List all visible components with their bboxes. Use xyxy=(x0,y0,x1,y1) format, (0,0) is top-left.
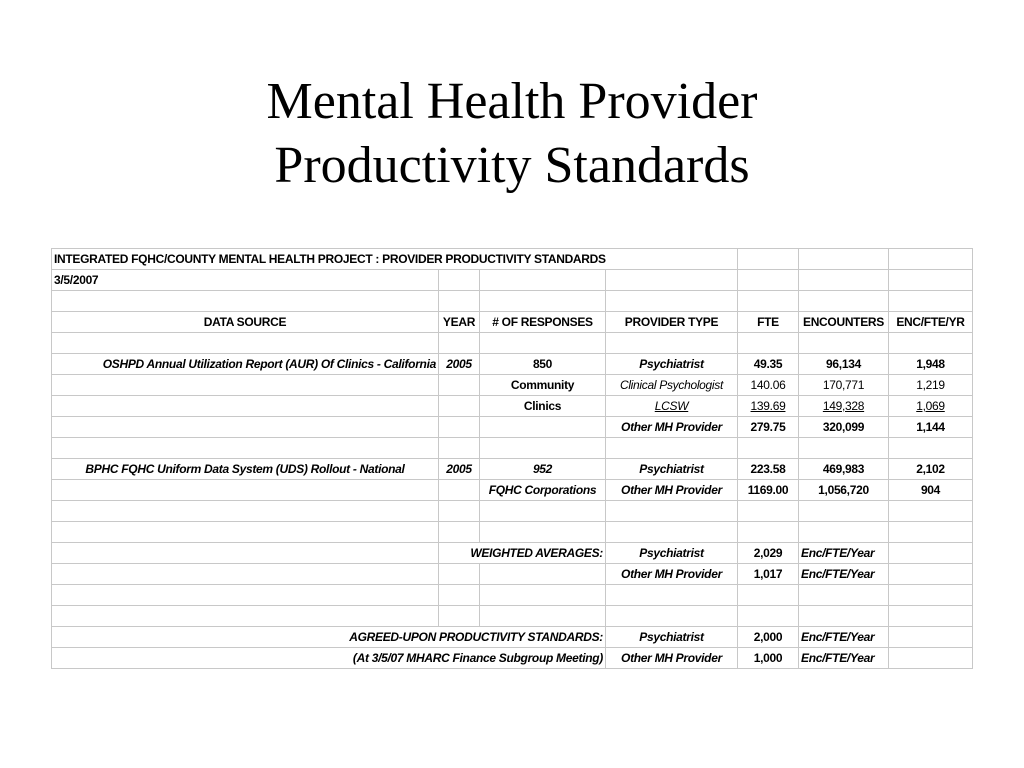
col-header-encounters: ENCOUNTERS xyxy=(799,312,889,333)
agreed-unit: Enc/FTE/Year xyxy=(799,627,889,648)
bphc-encounters: 1,056,720 xyxy=(799,480,889,501)
table-row xyxy=(52,396,973,417)
agreed-type-other-mh: Other MH Provider xyxy=(606,648,738,669)
col-header-responses: # OF RESPONSES xyxy=(480,312,606,333)
oshpd-rate: 1,069 xyxy=(889,396,973,417)
table-row xyxy=(52,648,973,669)
table-row xyxy=(52,291,973,312)
oshpd-encounters: 170,771 xyxy=(799,375,889,396)
table-row xyxy=(52,627,973,648)
oshpd-responses-community: Community xyxy=(480,375,606,396)
bphc-encounters: 469,983 xyxy=(799,459,889,480)
productivity-table xyxy=(51,248,973,669)
oshpd-fte: 139.69 xyxy=(738,396,799,417)
column-header-row xyxy=(52,312,973,333)
bphc-rate: 904 xyxy=(889,480,973,501)
slide-title xyxy=(0,70,1024,198)
table-row xyxy=(52,438,973,459)
sheet-date: 3/5/2007 xyxy=(52,270,439,291)
table-row xyxy=(52,459,973,480)
oshpd-encounters: 149,328 xyxy=(799,396,889,417)
weighted-averages-label: WEIGHTED AVERAGES: xyxy=(439,543,606,564)
table-row xyxy=(52,585,973,606)
title-line-1: Mental Health Provider xyxy=(266,73,758,130)
table-row xyxy=(52,249,973,270)
bphc-type-psychiatrist: Psychiatrist xyxy=(606,459,738,480)
table-row xyxy=(52,270,973,291)
weighted-type-psychiatrist: Psychiatrist xyxy=(606,543,738,564)
agreed-value: 1,000 xyxy=(738,648,799,669)
oshpd-fte: 49.35 xyxy=(738,354,799,375)
oshpd-responses: 850 xyxy=(480,354,606,375)
bphc-fte: 223.58 xyxy=(738,459,799,480)
col-header-provider-type: PROVIDER TYPE xyxy=(606,312,738,333)
table-row xyxy=(52,354,973,375)
oshpd-rate: 1,219 xyxy=(889,375,973,396)
oshpd-type-other-mh: Other MH Provider xyxy=(606,417,738,438)
oshpd-source: OSHPD Annual Utilization Report (AUR) Of Clinics - California xyxy=(52,354,439,375)
bphc-type-other-mh: Other MH Provider xyxy=(606,480,738,501)
col-header-enc-fte-yr: ENC/FTE/YR xyxy=(889,312,973,333)
table-row xyxy=(52,375,973,396)
bphc-responses-fqhc: FQHC Corporations xyxy=(480,480,606,501)
agreed-unit: Enc/FTE/Year xyxy=(799,648,889,669)
oshpd-year: 2005 xyxy=(439,354,480,375)
table-row xyxy=(52,480,973,501)
table-row xyxy=(52,564,973,585)
oshpd-type-clinical-psychologist: Clinical Psychologist xyxy=(606,375,738,396)
col-header-data-source: DATA SOURCE xyxy=(52,312,439,333)
oshpd-encounters: 320,099 xyxy=(799,417,889,438)
bphc-fte: 1169.00 xyxy=(738,480,799,501)
weighted-unit: Enc/FTE/Year xyxy=(799,543,889,564)
weighted-unit: Enc/FTE/Year xyxy=(799,564,889,585)
sheet-header-title: INTEGRATED FQHC/COUNTY MENTAL HEALTH PROJECT : PROVIDER PRODUCTIVITY STANDARDS xyxy=(52,249,738,270)
oshpd-type-psychiatrist: Psychiatrist xyxy=(606,354,738,375)
oshpd-fte: 279.75 xyxy=(738,417,799,438)
oshpd-responses-clinics: Clinics xyxy=(480,396,606,417)
title-line-2: Productivity Standards xyxy=(274,137,750,194)
weighted-type-other-mh: Other MH Provider xyxy=(606,564,738,585)
oshpd-rate: 1,948 xyxy=(889,354,973,375)
col-header-year: YEAR xyxy=(439,312,480,333)
table-row xyxy=(52,417,973,438)
agreed-standards-label: AGREED-UPON PRODUCTIVITY STANDARDS: xyxy=(52,627,606,648)
table-row xyxy=(52,606,973,627)
bphc-responses: 952 xyxy=(480,459,606,480)
oshpd-encounters: 96,134 xyxy=(799,354,889,375)
oshpd-rate: 1,144 xyxy=(889,417,973,438)
table-row xyxy=(52,333,973,354)
agreed-value: 2,000 xyxy=(738,627,799,648)
table-row xyxy=(52,543,973,564)
weighted-value: 1,017 xyxy=(738,564,799,585)
weighted-value: 2,029 xyxy=(738,543,799,564)
oshpd-type-lcsw: LCSW xyxy=(606,396,738,417)
bphc-source: BPHC FQHC Uniform Data System (UDS) Rollout - National xyxy=(52,459,439,480)
oshpd-fte: 140.06 xyxy=(738,375,799,396)
table-row xyxy=(52,522,973,543)
table-row xyxy=(52,501,973,522)
col-header-fte: FTE xyxy=(738,312,799,333)
bphc-rate: 2,102 xyxy=(889,459,973,480)
agreed-type-psychiatrist: Psychiatrist xyxy=(606,627,738,648)
agreed-standards-note: (At 3/5/07 MHARC Finance Subgroup Meeting) xyxy=(52,648,606,669)
bphc-year: 2005 xyxy=(439,459,480,480)
